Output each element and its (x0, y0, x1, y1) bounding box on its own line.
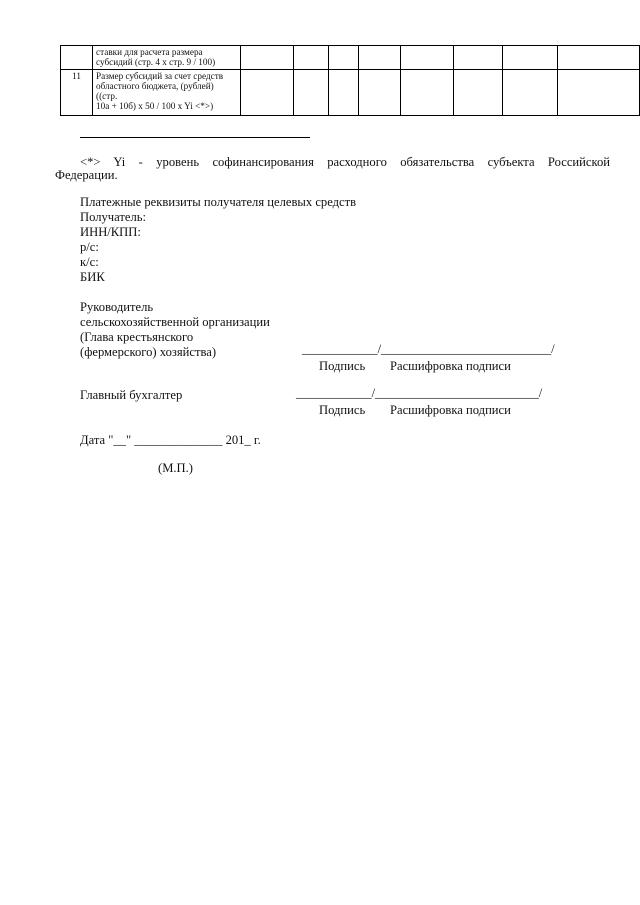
row-number-cell: 11 (61, 70, 93, 116)
footnote-word: - (138, 155, 143, 169)
accountant-signature-line: ____________/__________________________/ (296, 386, 543, 400)
footnote-marker: <*> (80, 155, 101, 169)
footnote-text (80, 154, 610, 170)
settlement-account-label: р/с: (80, 240, 99, 254)
value-cell (558, 46, 640, 70)
row-desc-line: областного бюджета, (рублей) (96, 81, 214, 91)
row-desc-line: субсидий (стр. 4 x стр. 9 / 100) (96, 57, 216, 67)
footnote-line-2: Федерации. (55, 168, 118, 182)
value-cell (328, 46, 358, 70)
row-desc-line: ((стр. (96, 91, 118, 101)
value-cell (558, 70, 640, 116)
row-number-cell (61, 46, 93, 70)
head-signature-line: ____________/___________________________/ (302, 342, 555, 356)
head-decode-caption: Расшифровка подписи (390, 359, 511, 373)
date-line: Дата "__" ______________ 201_ г. (80, 433, 261, 447)
value-cell (358, 46, 401, 70)
value-cell (241, 46, 293, 70)
head-title-line: Руководитель (80, 300, 154, 314)
value-cell (503, 70, 558, 116)
value-cell (401, 70, 453, 116)
inn-kpp-label: ИНН/КПП: (80, 225, 141, 239)
bik-label: БИК (80, 270, 105, 284)
row-description-cell (93, 46, 241, 70)
table-row (61, 70, 640, 116)
row-desc-line: Размер субсидий за счет средств (96, 71, 224, 81)
row-description-cell (93, 70, 241, 116)
footnote-word: уровень (156, 155, 200, 169)
head-sign-caption: Подпись (319, 359, 366, 373)
head-title-line: (Глава крестьянского (80, 330, 194, 344)
value-cell (358, 70, 401, 116)
footnote-word: Yi (113, 155, 126, 169)
value-cell (328, 70, 358, 116)
table-row (61, 46, 640, 70)
accountant-decode-caption: Расшифровка подписи (390, 403, 511, 417)
recipient-label: Получатель: (80, 210, 147, 224)
footnote-word: субъекта (487, 155, 535, 169)
footnote-separator (80, 137, 310, 138)
head-title-line: сельскохозяйственной организации (80, 315, 270, 329)
accountant-sign-caption: Подпись (319, 403, 366, 417)
row-desc-line: 10а + 10б) x 50 / 100 x Yi <*>) (96, 101, 214, 111)
stamp-placeholder: (М.П.) (158, 461, 193, 475)
value-cell (401, 46, 453, 70)
footnote-word: расходного (327, 155, 387, 169)
value-cell (293, 46, 328, 70)
value-cell (241, 70, 293, 116)
requisites-title: Платежные реквизиты получателя целевых средств (80, 195, 357, 209)
value-cell (503, 46, 558, 70)
head-title-line: (фермерского) хозяйства) (80, 345, 217, 359)
value-cell (293, 70, 328, 116)
footnote-word: обязательства (400, 155, 475, 169)
row-desc-line: ставки для расчета размера (96, 47, 203, 57)
footnote-word: софинансирования (212, 155, 314, 169)
correspondent-account-label: к/с: (80, 255, 99, 269)
subsidy-table-fragment (60, 45, 640, 116)
value-cell (453, 46, 502, 70)
footnote-word: Российской (547, 155, 610, 169)
value-cell (453, 70, 502, 116)
accountant-label: Главный бухгалтер (80, 388, 183, 402)
